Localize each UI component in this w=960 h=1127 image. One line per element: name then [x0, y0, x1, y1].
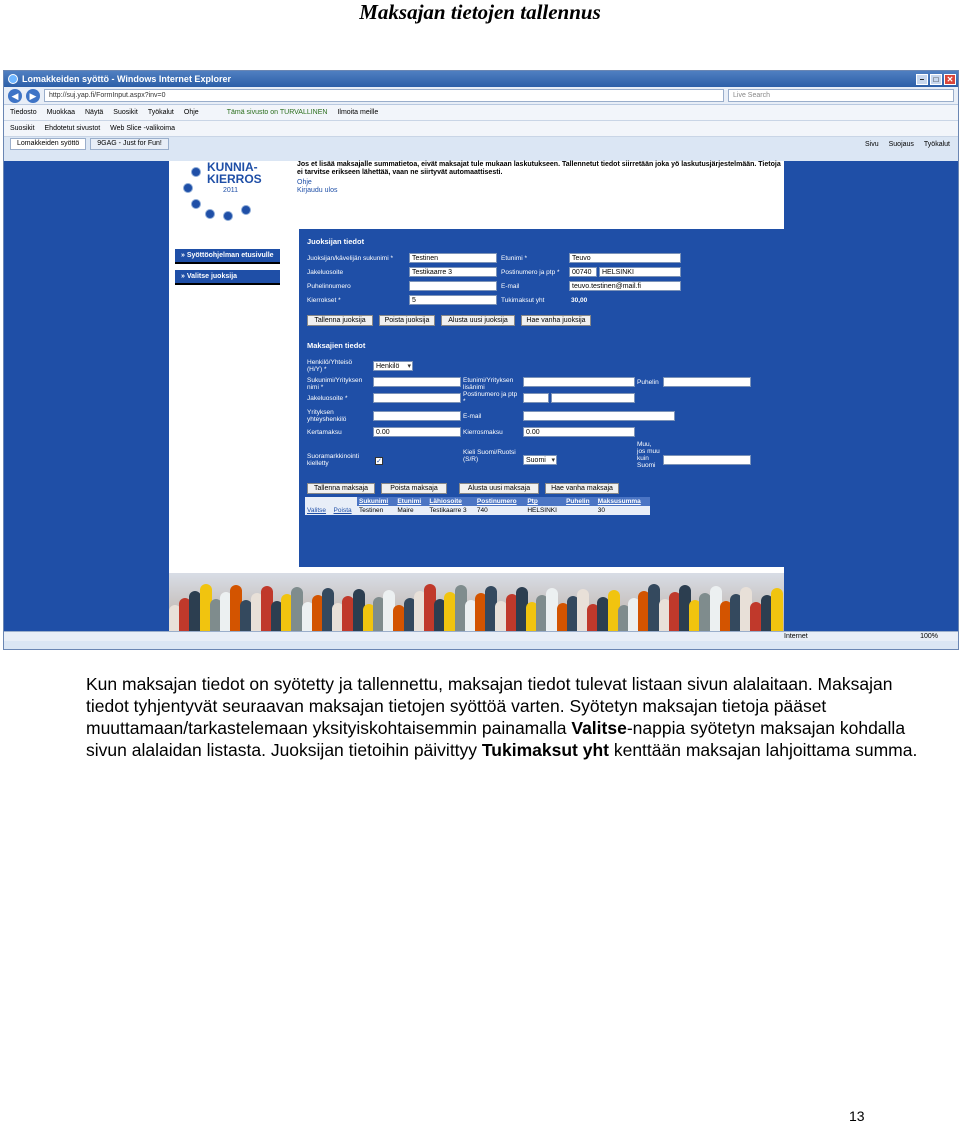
table-header[interactable]: Etunimi [395, 497, 427, 506]
kunniakierros-logo [177, 161, 272, 223]
runners-crowd-photo [169, 573, 784, 639]
payer-postal-code-input[interactable] [523, 393, 549, 403]
new-runner-button[interactable]: Alusta uusi juoksija [441, 315, 515, 326]
payer-surname-input[interactable] [373, 377, 461, 387]
delete-payer-link[interactable]: Poista [332, 506, 357, 515]
runner-total-value: 30,00 [571, 297, 588, 304]
table-header [305, 497, 357, 506]
help-link[interactable]: Ohje [297, 179, 312, 186]
form-panel [299, 229, 784, 567]
home-nav-button[interactable]: » Syöttöohjelman etusivulle [175, 249, 280, 264]
menu-edit[interactable]: Muokkaa [46, 109, 75, 116]
table-cell [564, 506, 596, 515]
payer-address-label: Jakeluosoite * [307, 395, 348, 402]
web-slice-link[interactable]: Web Slice -valikoima [110, 125, 176, 132]
payer-surname-label: Sukunimi/Yrityksen nimi * [307, 377, 363, 391]
page-viewport [4, 161, 958, 641]
close-icon[interactable]: ✕ [944, 74, 956, 85]
window-title: Lomakkeiden syöttö - Windows Internet Explorer [22, 74, 231, 84]
new-payer-button[interactable]: Alusta uusi maksaja [459, 483, 539, 494]
runner-laps-input[interactable]: 5 [409, 295, 497, 305]
payer-email-label: E-mail [463, 413, 482, 420]
table-header-row [305, 497, 650, 506]
payer-postal-label: Postinumero ja ptp * [463, 391, 518, 405]
search-input[interactable]: Live Search [728, 89, 954, 102]
favorites-bar [4, 121, 958, 137]
menu-help[interactable]: Ohje [183, 109, 199, 116]
maximize-icon[interactable]: □ [930, 74, 942, 85]
find-runner-button[interactable]: Hae vanha juoksija [521, 315, 591, 326]
window-title-bar[interactable] [4, 71, 958, 87]
runner-phone-input[interactable] [409, 281, 497, 291]
tools-menu[interactable]: Työkalut [923, 140, 950, 148]
runner-total-label: Tukimaksut yht [501, 297, 545, 304]
delete-runner-button[interactable]: Poista juoksija [379, 315, 435, 326]
payer-list-table [305, 497, 650, 515]
table-cell: Maire [395, 506, 427, 515]
runner-email-input[interactable]: teuvo.testinen@mail.fi [569, 281, 681, 291]
menu-view[interactable]: Näytä [85, 109, 104, 116]
side-navigation [175, 249, 280, 291]
ie-icon [8, 74, 18, 84]
table-header[interactable]: Lähiosoite [427, 497, 475, 506]
runner-city-input[interactable]: HELSINKI [599, 267, 681, 277]
select-runner-nav-button[interactable]: » Valitse juoksija [175, 270, 280, 285]
logo-year: 2011 [223, 187, 239, 194]
payer-once-label: Kertamaksu [307, 429, 342, 436]
payer-directmail-checkbox[interactable]: ✓ [376, 458, 382, 465]
payer-otherlang-input[interactable] [663, 455, 751, 465]
page-menu[interactable]: Sivu [865, 140, 879, 148]
explanation-text: kenttään maksajan lahjoittama summa. [608, 740, 918, 760]
tab-bar [4, 137, 958, 151]
page-number: 13 [849, 1108, 865, 1124]
table-header[interactable]: Postinumero [475, 497, 525, 506]
explanation-text: -nappia syötetyn maksajan kohdalla sivun alalaidan listasta. Juoksijan tietoihin päivittyy [86, 718, 906, 760]
runner-email-label: E-mail [501, 283, 520, 290]
runner-firstname-input[interactable]: Teuvo [569, 253, 681, 263]
payer-email-input[interactable] [523, 411, 675, 421]
payer-phone-label: Puhelin [637, 379, 659, 386]
tab-9gag[interactable]: 9GAG - Just for Fun! [90, 138, 169, 150]
table-header[interactable]: Puhelin [564, 497, 596, 506]
menu-bar [4, 105, 958, 121]
payer-type-label: Henkilö/Yhteisö (H/Y) * [307, 359, 353, 373]
payer-phone-input[interactable] [663, 377, 751, 387]
runner-address-label: Jakeluosoite [307, 269, 344, 276]
document-title: Maksajan tietojen tallennus [359, 0, 601, 24]
runner-laps-label: Kierrokset * [307, 297, 341, 304]
menu-favorites[interactable]: Suosikit [113, 109, 138, 116]
notice-text: Jos et lisää maksajalle summatietoa, eivät maksajat tule mukaan laskutukseen. Tallennetut tiedot siirretään joka yö laskutusjärjestelmään. Tietoja ei tarvitse erikseen lähettää, vaan ne siirtyvät automaattisesti. [297, 161, 781, 176]
menu-file[interactable]: Tiedosto [10, 109, 37, 116]
payer-language-label: Kieli Suomi/Ruotsi (S/R) [463, 449, 516, 463]
status-bar [4, 631, 958, 641]
table-cell: HELSINKI [525, 506, 564, 515]
select-payer-link[interactable]: Valitse [305, 506, 332, 515]
runner-postal-label: Postinumero ja ptp * [501, 269, 560, 276]
payer-section-title: Maksajien tiedot [307, 341, 366, 350]
suggested-sites-link[interactable]: Ehdotetut sivustot [44, 125, 101, 132]
table-cell: Testikaarre 3 [427, 506, 475, 515]
table-cell: 30 [596, 506, 650, 515]
payer-language-select[interactable]: Suomi ▾ [523, 455, 557, 465]
secure-site-badge[interactable]: Tämä sivusto on TURVALLINEN [226, 109, 328, 116]
explanation-paragraph [86, 673, 926, 761]
table-cell: 740 [475, 506, 525, 515]
runner-surname-label: Juoksijan/kävelijän sukunimi * [307, 255, 393, 262]
payer-city-input[interactable] [551, 393, 635, 403]
save-runner-button[interactable]: Tallenna juoksija [307, 315, 373, 326]
favorites-button[interactable]: Suosikit [10, 125, 35, 132]
logo-text: KUNNIA-KIERROS [207, 160, 262, 186]
tab-forms[interactable]: Lomakkeiden syöttö [10, 138, 86, 150]
zoom-level[interactable]: 100% [920, 633, 938, 640]
runner-section-title: Juoksijan tiedot [307, 237, 365, 246]
runner-firstname-label: Etunimi * [501, 255, 528, 262]
instruction-notice [297, 161, 784, 195]
delete-payer-button[interactable]: Poista maksaja [381, 483, 447, 494]
payer-firstname-label: Etunimi/Yrityksen lisänimi [463, 377, 514, 391]
url-field[interactable]: http://suj.yap.fi/FormInput.aspx?inv=0 [44, 89, 724, 102]
forward-icon[interactable]: ▶ [26, 89, 40, 103]
table-cell: Testinen [357, 506, 395, 515]
payer-otherlang-label: Muu, jos muu kuin Suomi [637, 441, 660, 469]
explanation-text: Kun maksajan tiedot on syötetty ja tallennettu, maksajan tiedot tulevat listaan sivun alalaitaan. Maksajan tiedot tyhjentyvät seuraavan maksajan tietojen syöttöä varten. Syötetyn maksajan tietoja pääset muuttamaan/tarkastelemaan yksityiskohtaisemmin painamalla [86, 674, 893, 738]
find-payer-button[interactable]: Hae vanha maksaja [545, 483, 619, 494]
table-header[interactable]: Sukunimi [357, 497, 395, 506]
safety-menu[interactable]: Suojaus [888, 140, 914, 148]
payer-directmail-label: Suoramarkkinointi kielletty [307, 453, 360, 467]
payer-perlap-label: Kierrosmaksu [463, 429, 503, 436]
table-header[interactable]: Maksusumma [596, 497, 650, 506]
payer-type-select[interactable]: Henkilö ▾ [373, 361, 413, 371]
internet-zone-label: Internet [784, 633, 808, 640]
minimize-icon[interactable]: – [916, 74, 928, 85]
runner-address-input[interactable]: Testikaarre 3 [409, 267, 497, 277]
runner-surname-input[interactable]: Testinen [409, 253, 497, 263]
runner-phone-label: Puhelinnumero [307, 283, 351, 290]
payer-once-input[interactable]: 0.00 [373, 427, 461, 437]
web-page [169, 161, 784, 639]
browser-window [3, 70, 959, 650]
payer-contact-input[interactable] [373, 411, 461, 421]
explanation-bold-tukimaksut: Tukimaksut yht [481, 740, 609, 760]
logout-link[interactable]: Kirjaudu ulos [297, 187, 338, 194]
table-header[interactable]: Ptp [525, 497, 564, 506]
back-icon[interactable]: ◀ [8, 89, 22, 103]
payer-perlap-input[interactable]: 0.00 [523, 427, 635, 437]
report-link[interactable]: Ilmoita meille [337, 109, 379, 116]
payer-address-input[interactable] [373, 393, 461, 403]
address-bar [4, 87, 958, 105]
menu-tools[interactable]: Työkalut [147, 109, 174, 116]
payer-firstname-input[interactable] [523, 377, 635, 387]
save-payer-button[interactable]: Tallenna maksaja [307, 483, 375, 494]
runner-postal-code-input[interactable]: 00740 [569, 267, 597, 277]
explanation-bold-valitse: Valitse [571, 718, 627, 738]
payer-contact-label: Yrityksen yhteyshenkilö [307, 409, 347, 423]
table-row [305, 506, 650, 515]
